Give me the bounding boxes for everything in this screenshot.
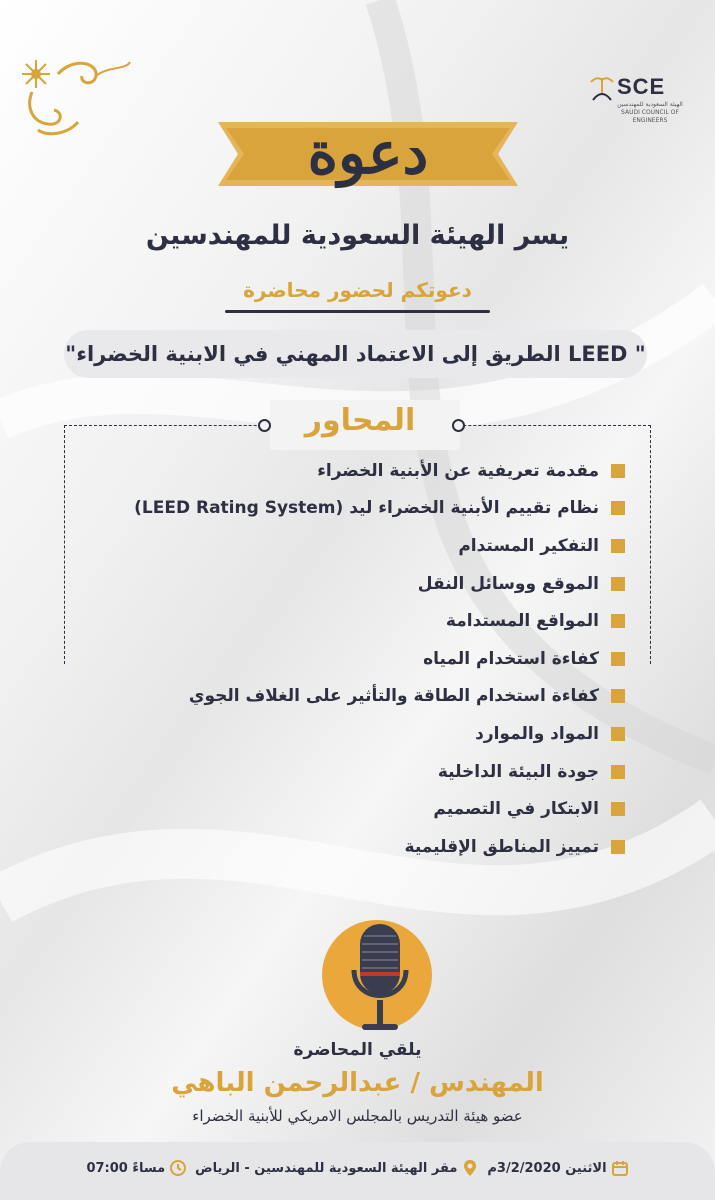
list-item [65,790,625,828]
list-item-text: المواقع المستدامة [445,611,599,632]
event-time-text: 07:00 مساءً [86,1160,166,1176]
bullet-square-icon [611,727,625,741]
banner-title: دعوة [307,119,429,187]
axes-title: المحاور [304,403,416,438]
speaker-name: المهندس / عبدالرحمن الباهي [171,1068,544,1098]
frame-dot-right [452,419,465,432]
event-date-text: الاثنين 3/2/2020م [487,1160,607,1176]
bullet-square-icon [611,689,625,703]
event-details [0,1156,715,1180]
bullet-square-icon [611,539,625,553]
page-subtitle: دعوتكم لحضور محاضرة [243,278,472,302]
list-item [65,753,625,791]
event-location-text: مقر الهيئة السعودية للمهندسين - الرياض [195,1160,458,1176]
list-item [65,640,625,678]
list-item-text: كفاءة استخدام المياه [423,648,599,669]
list-item-text: الموقع ووسائل النقل [417,573,599,594]
bullet-square-icon [611,652,625,666]
list-item [65,828,625,866]
bullet-square-icon [611,614,625,628]
list-item [65,602,625,640]
axes-list [65,452,625,866]
bullet-square-icon [611,765,625,779]
list-item-text: المواد والموارد [475,723,599,744]
list-item-text: نظام تقييم الأبنية الخضراء ليد (LEED Rating System) [134,498,599,519]
floral-ornament-icon [18,52,138,142]
event-date [487,1159,628,1177]
calendar-icon [611,1159,629,1177]
bullet-square-icon [611,840,625,854]
bullet-square-icon [611,802,625,816]
list-item [65,527,625,565]
microphone-icon [310,900,450,1040]
speaker-role: عضو هيئة التدريس بالمجلس الامريكي للأبنية الخضراء [192,1107,523,1125]
list-item-text: الابتكار في التصميم [433,799,599,820]
list-item [65,490,625,528]
bullet-square-icon [611,501,625,515]
list-item [65,678,625,716]
event-location [195,1159,479,1177]
bullet-square-icon [611,577,625,591]
event-time [86,1159,187,1177]
list-item-text: جودة البيئة الداخلية [437,761,599,782]
palm-swords-icon [587,74,617,104]
clock-icon [169,1159,187,1177]
speaker-label: يلقي المحاضرة [293,1040,422,1060]
location-pin-icon [461,1159,479,1177]
bullet-square-icon [611,464,625,478]
logo-text: SCE [617,74,666,99]
list-item [65,452,625,490]
subtitle-underline [225,310,490,313]
list-item [65,715,625,753]
list-item-text: مقدمة تعريفية عن الأبنية الخضراء [317,460,599,481]
page-title: يسر الهيئة السعودية للمهندسين [145,220,570,251]
list-item [65,565,625,603]
frame-dot-left [258,419,271,432]
lecture-topic: "الطريق إلى الاعتماد المهني في الابنية الخضراء LEED " [65,342,646,366]
list-item-text: تمييز المناطق الإقليمية [404,836,599,857]
sce-logo [587,74,687,124]
list-item-text: التفكير المستدام [458,535,599,556]
logo-subtext: الهيئة السعودية للمهندسين SAUDI COUNCIL OF ENGINEERS [617,101,683,124]
list-item-text: كفاءة استخدام الطاقة والتأثير على الغلاف الجوي [188,686,599,707]
